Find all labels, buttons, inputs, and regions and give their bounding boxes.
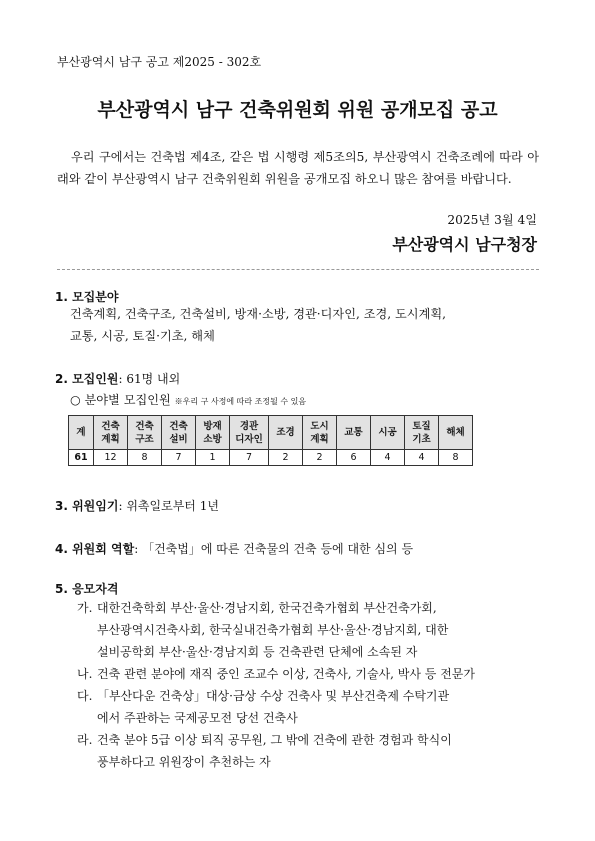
list-item-text: 대한건축학회 부산·울산·경남지회, 한국건축가협회 부산건축가회, 부산광역시건축사회, 한국실내건축가협회 부산·울산·경남지회, 대한 설비공학회 부산·울산·경남지회 등 건축관련 단체에 소속된 자 xyxy=(97,601,449,659)
recruit-table xyxy=(68,415,473,466)
table-cell: 12 xyxy=(94,450,128,466)
list-item xyxy=(77,685,547,729)
table-row xyxy=(69,450,473,466)
list-marker: 다. xyxy=(77,689,93,703)
table-header-cell: 토질 기초 xyxy=(405,416,439,450)
table-cell: 4 xyxy=(405,450,439,466)
table-cell: 7 xyxy=(162,450,196,466)
section-3-heading xyxy=(55,497,219,514)
issuer-name: 부산광역시 남구청장 xyxy=(392,235,537,254)
table-header-cell: 조경 xyxy=(269,416,303,450)
list-marker: 가. xyxy=(77,601,93,615)
list-marker: 나. xyxy=(77,667,93,681)
list-item xyxy=(77,597,547,663)
list-item-text: 「부산다운 건축상」대상·금상 수상 건축사 및 부산건축제 수탁기관 에서 주관하는 국제공모전 당선 건축사 xyxy=(97,689,450,725)
intro-line: 건축조례에 따라 아래와 같이 부산광역시 남구 건축위원회 위원을 공개모집 xyxy=(57,150,539,186)
table-header-cell: 계 xyxy=(69,416,94,450)
section-2-value: : 61명 내외 xyxy=(118,372,181,386)
notice-date: 2025년 3월 4일 xyxy=(447,213,537,227)
dashed-divider xyxy=(57,269,539,270)
table-header-cell: 시공 xyxy=(371,416,405,450)
table-cell: 4 xyxy=(371,450,405,466)
table-header-cell: 해체 xyxy=(439,416,473,450)
section-1-line: 교통, 시공, 토질·기초, 해체 xyxy=(70,329,215,343)
list-marker: 라. xyxy=(77,733,93,747)
notice-number: 부산광역시 남구 공고 제2025 - 302호 xyxy=(57,55,262,69)
section-3-title: 3. 위원임기 xyxy=(55,499,119,513)
table-header-cell: 건축 계획 xyxy=(94,416,128,450)
list-item xyxy=(77,663,547,685)
table-header-cell: 교통 xyxy=(337,416,371,450)
table-cell: 2 xyxy=(303,450,337,466)
section-3-value: : 위촉일로부터 1년 xyxy=(118,499,219,513)
intro-paragraph xyxy=(57,146,539,190)
section-1-line: 건축계획, 건축구조, 건축설비, 방재·소방, 경관·디자인, 조경, 도시계획, xyxy=(70,307,446,321)
intro-line: 우리 구에서는 건축법 제4조, 같은 법 시행령 제5조의5, 부산광역시 xyxy=(71,150,432,164)
table-header-cell: 건축 설비 xyxy=(162,416,196,450)
section-5-heading xyxy=(55,580,118,597)
section-1-body xyxy=(70,303,540,347)
section-2-title: 2. 모집인원 xyxy=(55,372,119,386)
section-5-title: 5. 응모자격 xyxy=(55,582,119,596)
table-cell: 1 xyxy=(196,450,230,466)
table-cell: 2 xyxy=(269,450,303,466)
section-2-sub: ○ 분야별 모집인원 xyxy=(70,393,171,407)
section-4-heading xyxy=(55,540,413,557)
table-header-cell: 도시 계획 xyxy=(303,416,337,450)
section-2-heading xyxy=(55,370,180,387)
table-cell-total: 61 xyxy=(69,450,94,466)
list-item xyxy=(77,729,547,773)
table-cell: 8 xyxy=(439,450,473,466)
page-title: 부산광역시 남구 건축위원회 위원 공개모집 공고 xyxy=(97,99,498,121)
section-2-subline xyxy=(70,391,306,408)
table-cell: 8 xyxy=(128,450,162,466)
section-2-note: ※우리 구 사정에 따라 조정될 수 있음 xyxy=(174,397,307,406)
section-4-title: 4. 위원회 역할 xyxy=(55,542,135,556)
section-1-title: 1. 모집분야 xyxy=(55,290,119,304)
table-header-cell: 방재 소방 xyxy=(196,416,230,450)
intro-line: 하오니 많은 참여를 바랍니다. xyxy=(354,172,512,186)
table-header-cell: 경관 디자인 xyxy=(230,416,269,450)
list-item-text: 건축 분야 5급 이상 퇴직 공무원, 그 밖에 건축에 관한 경험과 학식이 풍부하다고 위원장이 추천하는 자 xyxy=(97,733,452,769)
section-4-value: : 「건축법」에 따른 건축물의 건축 등에 대한 심의 등 xyxy=(134,542,414,556)
table-cell: 7 xyxy=(230,450,269,466)
table-cell: 6 xyxy=(337,450,371,466)
table-header-cell: 건축 구조 xyxy=(128,416,162,450)
list-item-text: 건축 관련 분야에 재직 중인 조교수 이상, 건축사, 기술사, 박사 등 전문가 xyxy=(97,667,475,681)
table-header-row xyxy=(69,416,473,450)
